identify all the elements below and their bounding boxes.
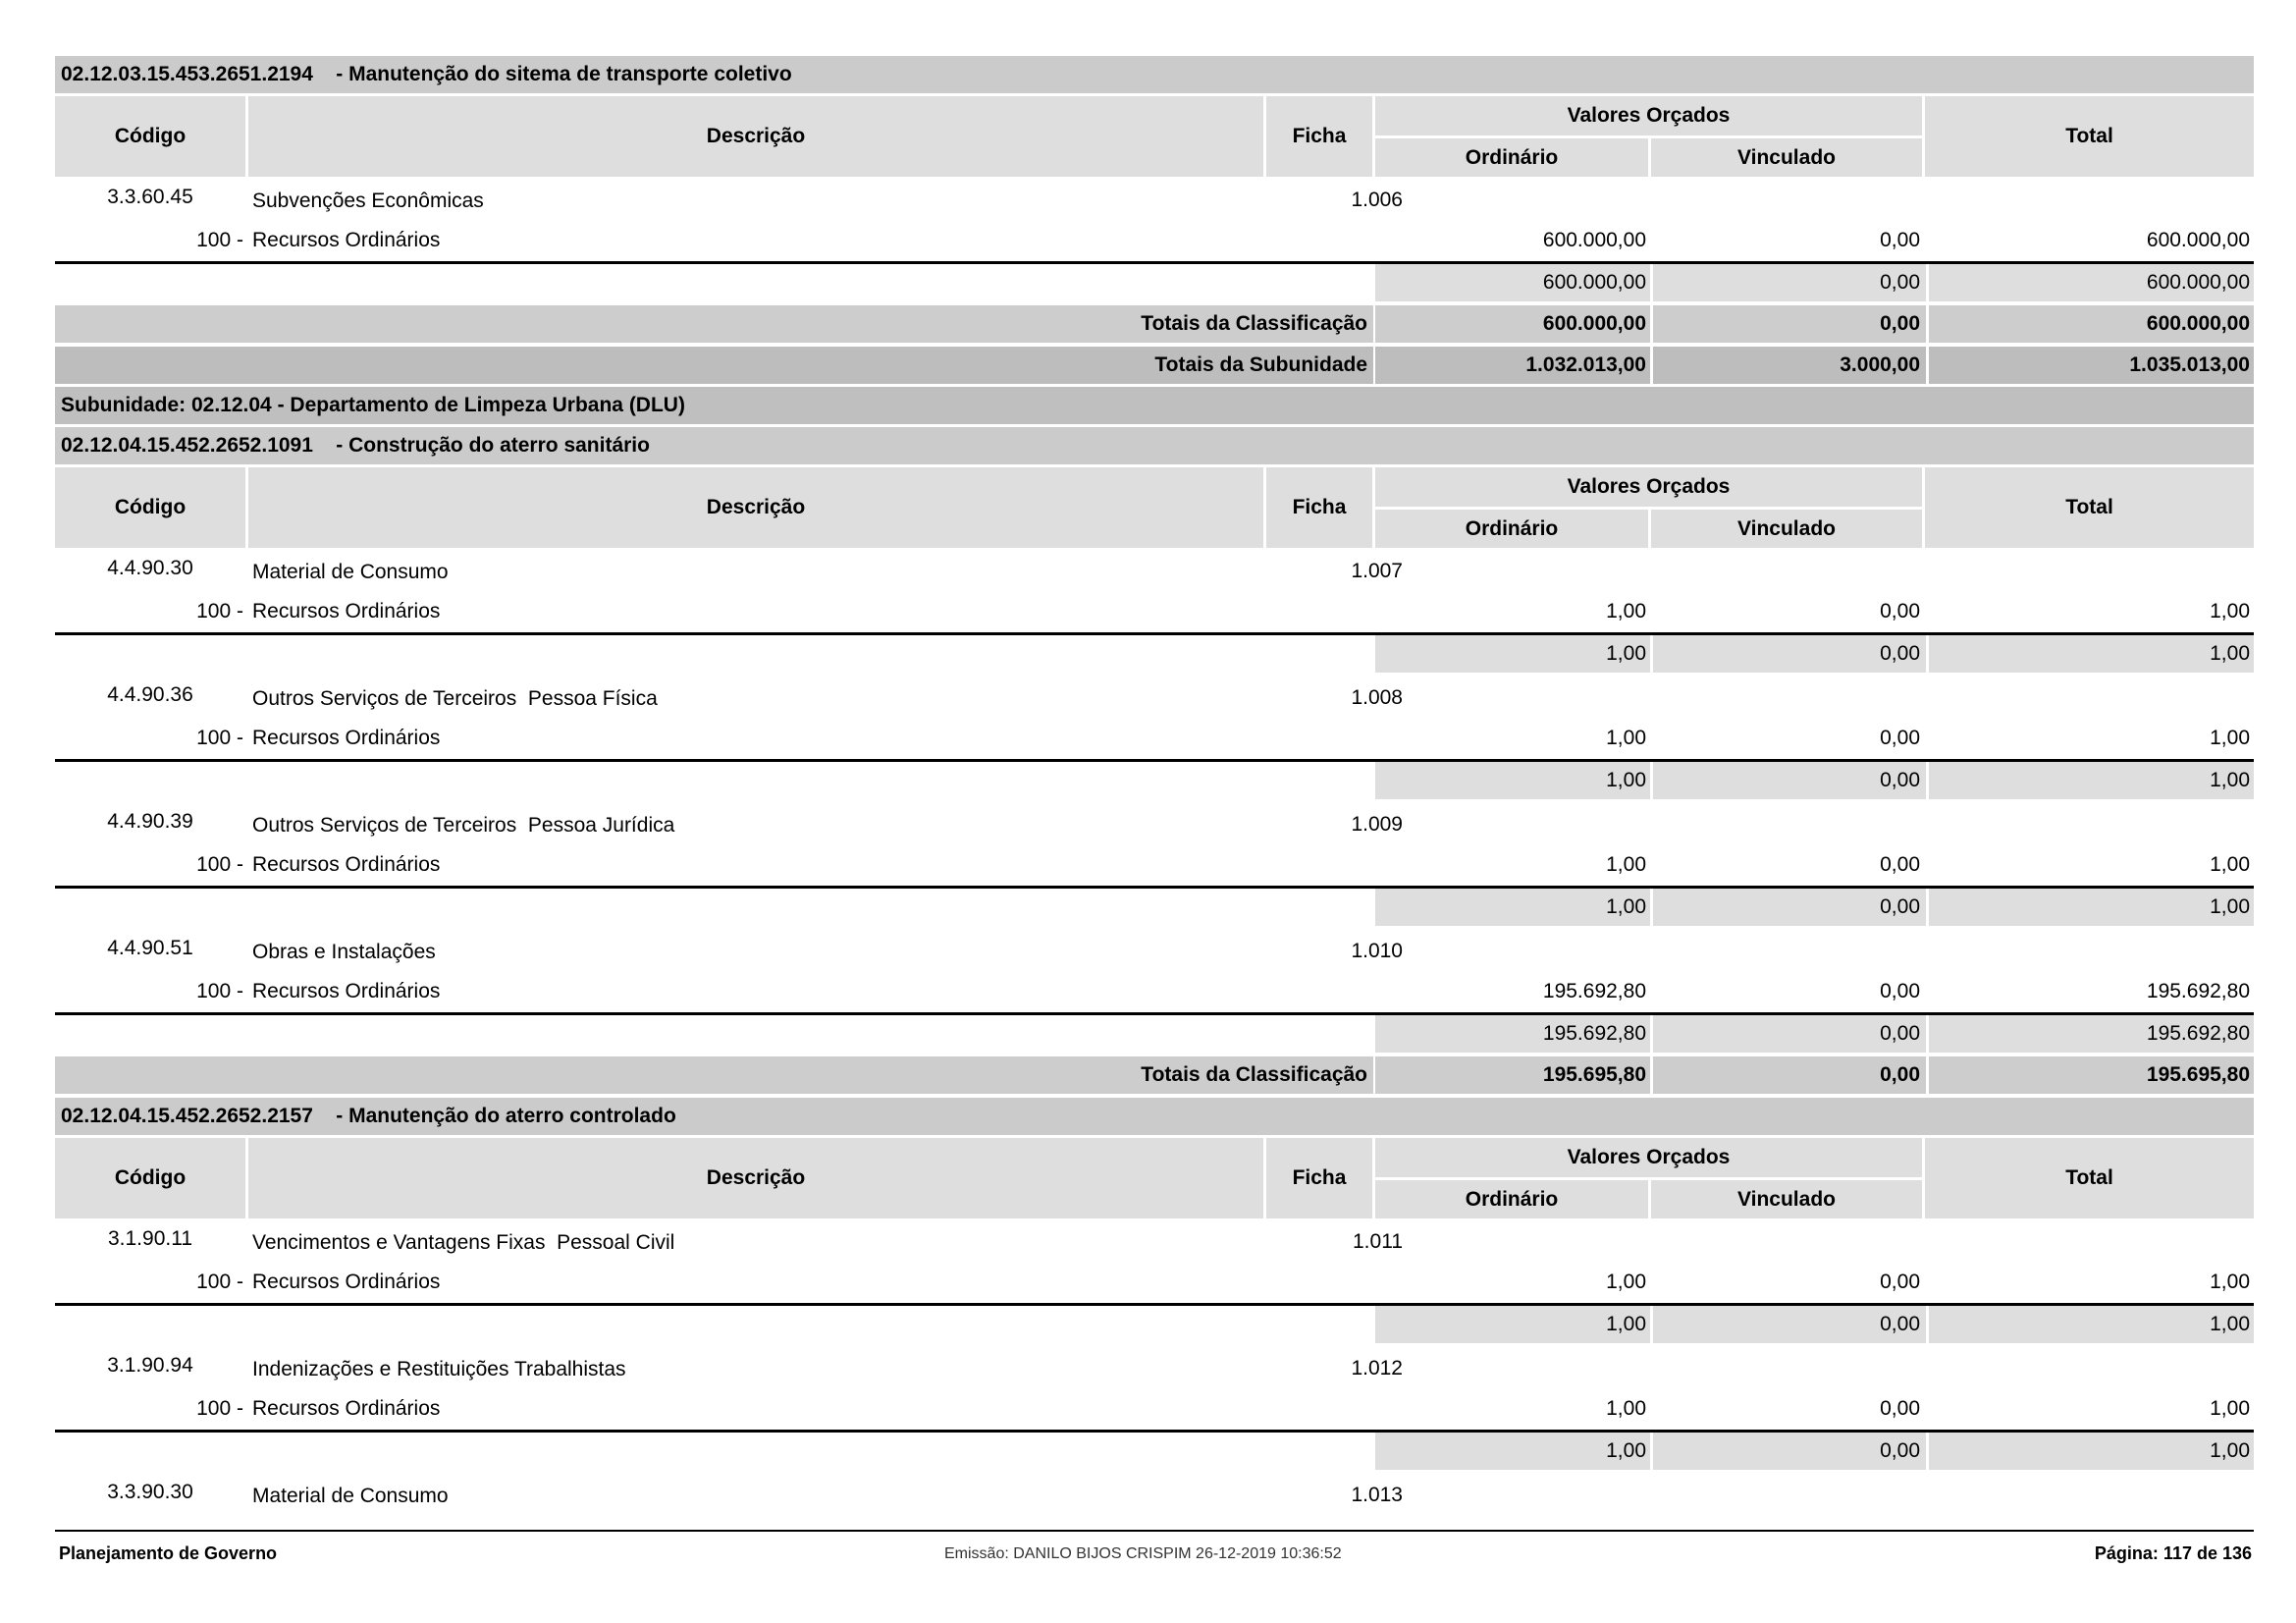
header-descricao: Descrição [248, 96, 1263, 177]
header-total: Total [1925, 96, 2254, 177]
description: Recursos Ordinários [252, 229, 441, 251]
header-ficha: Ficha [1266, 96, 1372, 177]
subtotal-total: 1,00 [1929, 762, 2254, 799]
value-total: 600.000,00 [2146, 229, 2250, 251]
subtotal-ordinario: 1,00 [1375, 635, 1650, 673]
value-total: 195.692,80 [2146, 980, 2250, 1002]
header-total: Total [1925, 1138, 2254, 1218]
subtotal-ordinario: 1,00 [1375, 762, 1650, 799]
totals-vinculado: 0,00 [1653, 1056, 1926, 1094]
expense-item-row [55, 550, 2254, 591]
expense-code: 4.4.90.51 [107, 937, 193, 959]
item-subtotal-row [55, 635, 2254, 673]
header-valores-orcados: Valores Orçados [1375, 467, 1922, 507]
value-vinculado: 0,00 [1880, 600, 1920, 622]
subunit-totals-row [55, 347, 2254, 384]
subtotal-ordinario: 600.000,00 [1375, 264, 1650, 301]
totals-vinculado: 3.000,00 [1653, 347, 1926, 384]
classification-totals-row [55, 305, 2254, 343]
expense-code: 3.3.60.45 [107, 186, 193, 208]
resource-source-row [55, 1262, 2254, 1303]
value-total: 1,00 [2210, 1397, 2250, 1420]
value-vinculado: 0,00 [1880, 229, 1920, 251]
expense-code: 4.4.90.39 [107, 810, 193, 833]
classification-totals-row [55, 1056, 2254, 1094]
description: Outros Serviços de Terceiros Pessoa Jurídica [252, 814, 675, 837]
action-header: 02.12.04.15.452.2652.2157 - Manutenção do aterro controlado [55, 1098, 2254, 1135]
description: Recursos Ordinários [252, 853, 441, 876]
value-vinculado: 0,00 [1880, 1271, 1920, 1293]
totals-total: 195.695,80 [1929, 1056, 2254, 1094]
description: Vencimentos e Vantagens Fixas Pessoal Civil [252, 1231, 675, 1254]
resource-source-row [55, 844, 2254, 886]
resource-source-row [55, 718, 2254, 759]
description: Outros Serviços de Terceiros Pessoa Física [252, 687, 658, 710]
header-ficha: Ficha [1266, 467, 1372, 548]
resource-source-row [55, 971, 2254, 1012]
action-header: 02.12.03.15.453.2651.2194 - Manutenção do sitema de transporte coletivo [55, 56, 2254, 93]
expense-item-row [55, 676, 2254, 718]
footer-divider [55, 1530, 2254, 1532]
action-header: 02.12.04.15.452.2652.1091 - Construção do aterro sanitário [55, 427, 2254, 464]
header-ordinario: Ordinário [1375, 510, 1648, 548]
footer-page-number: Página: 117 de 136 [2094, 1543, 2252, 1563]
source-code: 100 - [196, 229, 243, 251]
source-code: 100 - [196, 727, 243, 749]
ficha-number: 1.006 [1351, 189, 1403, 211]
column-header-row [55, 467, 2254, 548]
header-vinculado: Vinculado [1651, 1180, 1922, 1218]
expense-item-row [55, 179, 2254, 220]
item-subtotal-row [55, 889, 2254, 926]
column-header-row [55, 96, 2254, 177]
expense-item-row [55, 1220, 2254, 1262]
footer-department: Planejamento de Governo [59, 1543, 278, 1563]
source-code: 100 - [196, 853, 243, 876]
subtotal-total: 1,00 [1929, 1306, 2254, 1343]
item-subtotal-row [55, 1015, 2254, 1053]
source-code: 100 - [196, 1271, 243, 1293]
value-total: 1,00 [2210, 727, 2250, 749]
header-valores-orcados: Valores Orçados [1375, 96, 1922, 135]
column-header-row [55, 1138, 2254, 1218]
subtotal-vinculado: 0,00 [1653, 264, 1926, 301]
ficha-number: 1.009 [1351, 813, 1403, 836]
description: Recursos Ordinários [252, 980, 441, 1002]
totals-ordinario: 1.032.013,00 [1375, 347, 1650, 384]
header-ficha: Ficha [1266, 1138, 1372, 1218]
value-ordinario: 600.000,00 [1542, 229, 1646, 251]
header-valores-orcados: Valores Orçados [1375, 1138, 1922, 1177]
description: Recursos Ordinários [252, 1271, 441, 1293]
totals-total: 600.000,00 [1929, 305, 2254, 343]
header-ordinario: Ordinário [1375, 138, 1648, 177]
value-ordinario: 1,00 [1606, 727, 1646, 749]
item-subtotal-row [55, 264, 2254, 301]
value-ordinario: 1,00 [1606, 853, 1646, 876]
expense-item-row [55, 1347, 2254, 1388]
expense-code: 4.4.90.36 [107, 683, 193, 706]
subunit-header: Subunidade: 02.12.04 - Departamento de Limpeza Urbana (DLU) [55, 387, 2254, 424]
value-total: 1,00 [2210, 853, 2250, 876]
value-total: 1,00 [2210, 600, 2250, 622]
subtotal-vinculado: 0,00 [1653, 762, 1926, 799]
subtotal-vinculado: 0,00 [1653, 1433, 1926, 1470]
subtotal-vinculado: 0,00 [1653, 1015, 1926, 1053]
subtotal-ordinario: 1,00 [1375, 889, 1650, 926]
ficha-number: 1.008 [1351, 686, 1403, 709]
resource-source-row [55, 1388, 2254, 1430]
value-vinculado: 0,00 [1880, 853, 1920, 876]
subtotal-vinculado: 0,00 [1653, 1306, 1926, 1343]
value-vinculado: 0,00 [1880, 980, 1920, 1002]
expense-item-row [55, 1474, 2254, 1515]
subtotal-total: 1,00 [1929, 889, 2254, 926]
description: Material de Consumo [252, 561, 449, 583]
value-ordinario: 1,00 [1606, 600, 1646, 622]
totals-ordinario: 600.000,00 [1375, 305, 1650, 343]
header-descricao: Descrição [248, 1138, 1263, 1218]
item-subtotal-row [55, 762, 2254, 799]
subtotal-total: 195.692,80 [1929, 1015, 2254, 1053]
item-subtotal-row [55, 1433, 2254, 1470]
description: Subvenções Econômicas [252, 189, 484, 212]
ficha-number: 1.012 [1351, 1357, 1403, 1380]
ficha-number: 1.013 [1351, 1484, 1403, 1506]
subtotal-total: 1,00 [1929, 635, 2254, 673]
ficha-number: 1.010 [1351, 940, 1403, 962]
subtotal-ordinario: 195.692,80 [1375, 1015, 1650, 1053]
header-codigo: Código [55, 96, 245, 177]
totals-vinculado: 0,00 [1653, 305, 1926, 343]
header-descricao: Descrição [248, 467, 1263, 548]
expense-code: 3.3.90.30 [107, 1481, 193, 1503]
subtotal-ordinario: 1,00 [1375, 1306, 1650, 1343]
source-code: 100 - [196, 980, 243, 1002]
header-ordinario: Ordinário [1375, 1180, 1648, 1218]
totals-label: Totais da Subunidade [55, 347, 1373, 384]
header-codigo: Código [55, 1138, 245, 1218]
description: Recursos Ordinários [252, 727, 441, 749]
source-code: 100 - [196, 1397, 243, 1420]
description: Indenizações e Restituições Trabalhistas [252, 1358, 626, 1380]
expense-code: 3.1.90.11 [107, 1227, 193, 1250]
subtotal-vinculado: 0,00 [1653, 889, 1926, 926]
value-total: 1,00 [2210, 1271, 2250, 1293]
source-code: 100 - [196, 600, 243, 622]
item-subtotal-row [55, 1306, 2254, 1343]
value-ordinario: 1,00 [1606, 1271, 1646, 1293]
ficha-number: 1.007 [1351, 560, 1403, 582]
value-ordinario: 195.692,80 [1542, 980, 1646, 1002]
totals-total: 1.035.013,00 [1929, 347, 2254, 384]
header-vinculado: Vinculado [1651, 510, 1922, 548]
budget-report-table [55, 56, 2254, 1515]
value-vinculado: 0,00 [1880, 1397, 1920, 1420]
footer-emission: Emissão: DANILO BIJOS CRISPIM 26-12-2019 10:36:52 [944, 1545, 1342, 1562]
expense-item-row [55, 803, 2254, 844]
totals-ordinario: 195.695,80 [1375, 1056, 1650, 1094]
totals-label: Totais da Classificação [55, 305, 1373, 343]
resource-source-row [55, 591, 2254, 632]
value-vinculado: 0,00 [1880, 727, 1920, 749]
description: Material de Consumo [252, 1485, 449, 1507]
expense-item-row [55, 930, 2254, 971]
expense-code: 3.1.90.94 [107, 1354, 193, 1377]
totals-label: Totais da Classificação [55, 1056, 1373, 1094]
subtotal-total: 600.000,00 [1929, 264, 2254, 301]
subtotal-vinculado: 0,00 [1653, 635, 1926, 673]
header-total: Total [1925, 467, 2254, 548]
ficha-number: 1.011 [1353, 1230, 1403, 1253]
header-vinculado: Vinculado [1651, 138, 1922, 177]
expense-code: 4.4.90.30 [107, 557, 193, 579]
resource-source-row [55, 220, 2254, 261]
description: Recursos Ordinários [252, 1397, 441, 1420]
description: Obras e Instalações [252, 941, 436, 963]
value-ordinario: 1,00 [1606, 1397, 1646, 1420]
subtotal-ordinario: 1,00 [1375, 1433, 1650, 1470]
header-codigo: Código [55, 467, 245, 548]
description: Recursos Ordinários [252, 600, 441, 622]
subtotal-total: 1,00 [1929, 1433, 2254, 1470]
